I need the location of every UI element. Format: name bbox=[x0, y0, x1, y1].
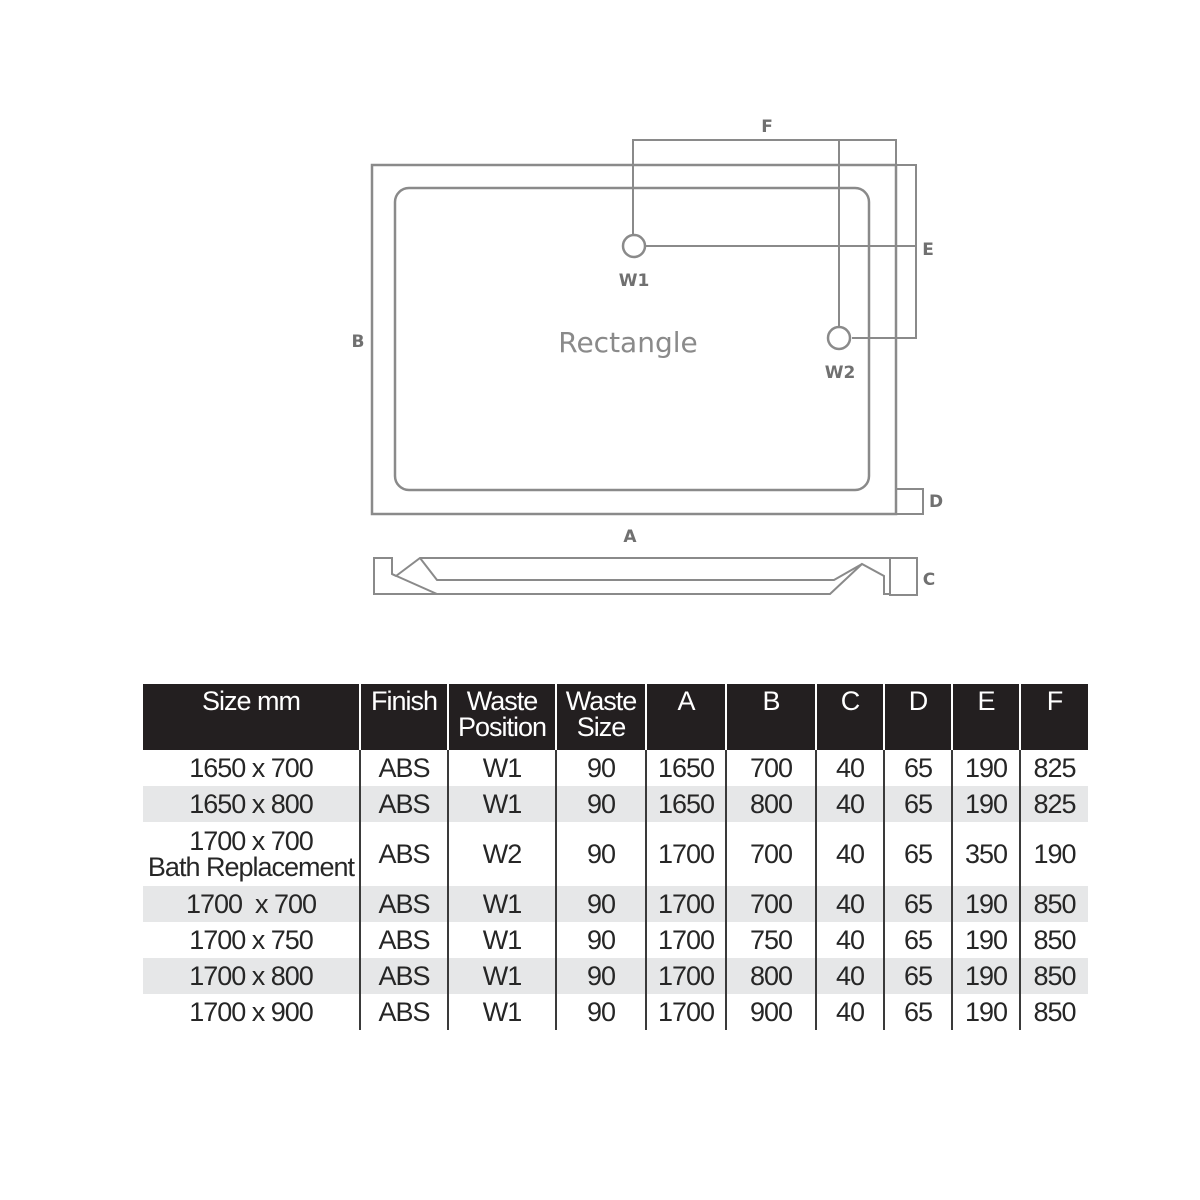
header-d: D bbox=[884, 684, 952, 750]
cell-b: 750 bbox=[726, 922, 816, 958]
cell-finish: ABS bbox=[360, 994, 448, 1030]
cell-size: 1700 x 700 bbox=[143, 886, 360, 922]
cell-waste-position: W1 bbox=[448, 786, 556, 822]
header-c: C bbox=[816, 684, 884, 750]
dimension-f-label: F bbox=[761, 117, 773, 137]
dimension-e-label: E bbox=[922, 240, 934, 260]
cell-a: 1700 bbox=[646, 994, 726, 1030]
cell-size-value: 1700 x 700 bbox=[189, 826, 313, 856]
cell-waste-size: 90 bbox=[556, 958, 646, 994]
cell-f: 850 bbox=[1020, 958, 1088, 994]
cell-a: 1700 bbox=[646, 922, 726, 958]
cell-d: 65 bbox=[884, 750, 952, 786]
table-row bbox=[143, 750, 1088, 786]
cell-e: 190 bbox=[952, 750, 1020, 786]
cell-f: 190 bbox=[1020, 822, 1088, 886]
cell-a: 1700 bbox=[646, 886, 726, 922]
cell-e: 190 bbox=[952, 958, 1020, 994]
cell-c: 40 bbox=[816, 994, 884, 1030]
header-a: A bbox=[646, 684, 726, 750]
dimension-b-label: B bbox=[351, 332, 365, 352]
cell-d: 65 bbox=[884, 958, 952, 994]
header-finish: Finish bbox=[360, 684, 448, 750]
header-waste-position: Waste Position bbox=[448, 684, 556, 750]
cell-b: 900 bbox=[726, 994, 816, 1030]
dimension-c-box bbox=[890, 558, 917, 595]
cell-waste-size: 90 bbox=[556, 750, 646, 786]
cell-finish: ABS bbox=[360, 750, 448, 786]
dimension-c-label: C bbox=[922, 570, 936, 590]
cell-waste-position: W1 bbox=[448, 886, 556, 922]
cell-e: 190 bbox=[952, 994, 1020, 1030]
cell-waste-size: 90 bbox=[556, 786, 646, 822]
cell-c: 40 bbox=[816, 822, 884, 886]
cell-a: 1650 bbox=[646, 786, 726, 822]
cell-d: 65 bbox=[884, 822, 952, 886]
header-e: E bbox=[952, 684, 1020, 750]
cell-size: 1700 x 800 bbox=[143, 958, 360, 994]
table-header-row bbox=[143, 684, 1088, 750]
table-row bbox=[143, 822, 1088, 886]
cell-d: 65 bbox=[884, 886, 952, 922]
tray-cross-section-floor bbox=[392, 558, 862, 594]
cell-b: 700 bbox=[726, 750, 816, 786]
cell-c: 40 bbox=[816, 750, 884, 786]
cell-a: 1700 bbox=[646, 822, 726, 886]
cell-b: 700 bbox=[726, 886, 816, 922]
table-row bbox=[143, 922, 1088, 958]
cell-f: 850 bbox=[1020, 922, 1088, 958]
table-row bbox=[143, 786, 1088, 822]
cell-size: 1650 x 700 bbox=[189, 753, 313, 783]
cell-e: 190 bbox=[952, 786, 1020, 822]
dimension-a-label: A bbox=[623, 527, 637, 547]
header-f: F bbox=[1020, 684, 1088, 750]
waste-w1-circle bbox=[623, 235, 645, 257]
cell-a: 1700 bbox=[646, 958, 726, 994]
dimension-d-label: D bbox=[928, 492, 944, 512]
waste-w2-label: W2 bbox=[824, 363, 856, 383]
cell-size bbox=[143, 822, 360, 886]
header-b: B bbox=[726, 684, 816, 750]
cell-waste-size: 90 bbox=[556, 822, 646, 886]
cell-waste-position: W1 bbox=[448, 922, 556, 958]
cell-f: 825 bbox=[1020, 786, 1088, 822]
cell-b: 700 bbox=[726, 822, 816, 886]
tray-cross-section bbox=[374, 558, 890, 594]
cell-waste-size: 90 bbox=[556, 994, 646, 1030]
cell-size: 1650 x 800 bbox=[143, 786, 360, 822]
cell-b: 800 bbox=[726, 958, 816, 994]
cell-f: 850 bbox=[1020, 886, 1088, 922]
cell-finish: ABS bbox=[360, 786, 448, 822]
cell-waste-size: 90 bbox=[556, 886, 646, 922]
cell-finish: ABS bbox=[360, 886, 448, 922]
cell-c: 40 bbox=[816, 786, 884, 822]
cell-waste-position: W1 bbox=[448, 958, 556, 994]
cell-e: 190 bbox=[952, 922, 1020, 958]
header-waste-size: Waste Size bbox=[556, 684, 646, 750]
cell-size: 1700 x 750 bbox=[189, 925, 313, 955]
cell-finish: ABS bbox=[360, 822, 448, 886]
cell-finish: ABS bbox=[360, 922, 448, 958]
cell-d: 65 bbox=[884, 786, 952, 822]
cell-d: 65 bbox=[884, 922, 952, 958]
dimension-d-box bbox=[896, 489, 923, 514]
table-row bbox=[143, 958, 1088, 994]
cell-size-note: Bath Replacement bbox=[147, 852, 355, 882]
cell-f: 850 bbox=[1020, 994, 1088, 1030]
cell-waste-position: W2 bbox=[448, 822, 556, 886]
cell-waste-position: W1 bbox=[448, 750, 556, 786]
waste-w2-circle bbox=[828, 327, 850, 349]
cell-size: 1700 x 900 bbox=[189, 997, 313, 1027]
table-row bbox=[143, 994, 1088, 1030]
cell-c: 40 bbox=[816, 886, 884, 922]
size-specification-table bbox=[143, 684, 1088, 1030]
cell-finish: ABS bbox=[360, 958, 448, 994]
cell-waste-size: 90 bbox=[556, 922, 646, 958]
shape-name-label: Rectangle bbox=[558, 326, 698, 359]
cell-d: 65 bbox=[884, 994, 952, 1030]
cell-f: 825 bbox=[1020, 750, 1088, 786]
table-row bbox=[143, 886, 1088, 922]
cell-a: 1650 bbox=[646, 750, 726, 786]
cell-e: 190 bbox=[952, 886, 1020, 922]
cell-c: 40 bbox=[816, 922, 884, 958]
cell-e: 350 bbox=[952, 822, 1020, 886]
cell-c: 40 bbox=[816, 958, 884, 994]
cell-b: 800 bbox=[726, 786, 816, 822]
waste-w1-label: W1 bbox=[618, 271, 650, 291]
header-size: Size mm bbox=[143, 684, 360, 750]
cell-waste-position: W1 bbox=[448, 994, 556, 1030]
